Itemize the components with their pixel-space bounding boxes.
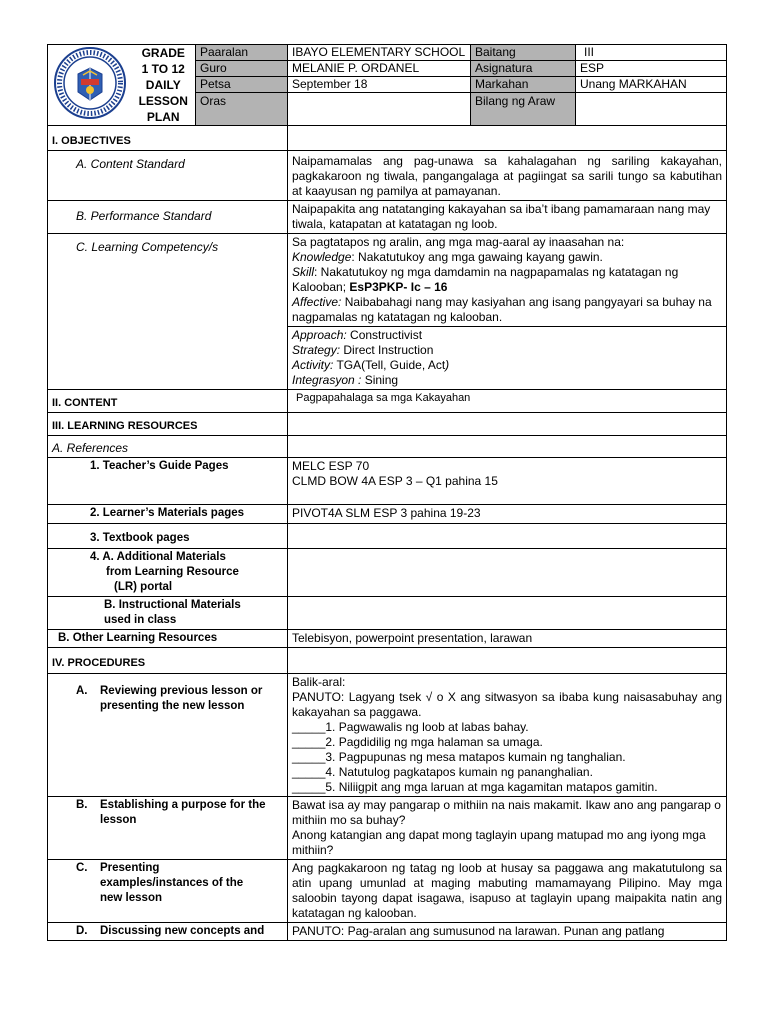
references-blank — [288, 436, 727, 458]
procedure-a-text — [288, 674, 727, 797]
procedure-a-title: Balik-aral: — [292, 675, 346, 689]
markahan-value: Unang MARKAHAN — [576, 77, 727, 93]
competency-intro: Sa pagtatapos ng aralin, ang mga mag-aaral ay inaasahan na: — [292, 235, 625, 249]
procedure-b-text — [288, 797, 727, 860]
resources-heading: III. LEARNING RESOURCES — [48, 413, 288, 436]
bilang-value — [576, 93, 727, 126]
other-resources-row — [48, 630, 727, 648]
references-label: A. References — [48, 436, 288, 458]
procedures-heading-row — [48, 648, 727, 674]
learner-label: 2. Learner’s Materials pages — [48, 505, 288, 524]
affective-label: Affective: — [292, 295, 342, 309]
skill-label: Skill — [292, 265, 315, 279]
learner-row — [48, 505, 727, 524]
integrasyon-line — [292, 373, 722, 388]
procedure-d-label-text: Discussing new concepts and — [100, 925, 265, 937]
textbook-blank — [288, 524, 727, 549]
teacher-guide-text — [288, 458, 727, 505]
procedure-b-letter: B. — [76, 799, 88, 811]
content-row — [48, 390, 727, 413]
skill-code: EsP3PKP- Ic – 16 — [349, 280, 448, 294]
procedure-a-label-line: presenting the new lesson — [100, 700, 245, 712]
procedure-c-label-text — [100, 861, 243, 906]
asignatura-value: ESP — [576, 61, 727, 77]
procedure-a-row — [48, 674, 727, 797]
bilang-label: Bilang ng Araw — [471, 93, 576, 126]
procedure-c-letter: C. — [76, 862, 88, 874]
procedure-d-label-inner — [76, 924, 283, 939]
procedure-c-label-line: new lesson — [100, 892, 162, 904]
performance-standard-row — [48, 201, 727, 234]
instructional-line: B. Instructional Materials — [104, 599, 241, 611]
activity-close: ) — [445, 358, 450, 372]
approach-label: Approach: — [292, 328, 347, 342]
performance-standard-text: Naipapakita ang natatanging kakayahan sa iba’t ibang pamamaraan nang may tiwala, katapatan at katatagan ng loob. — [288, 201, 727, 234]
petsa-label: Petsa — [196, 77, 288, 93]
grade-line: LESSON — [138, 94, 188, 108]
approach-block — [288, 327, 727, 390]
integrasyon-text: Sining — [361, 373, 399, 387]
procedure-d-text: PANUTO: Pag-aralan ang sumusunod na larawan. Punan ang patlang — [288, 923, 727, 941]
objectives-heading-row — [48, 126, 727, 151]
instructional-line: used in class — [104, 614, 177, 626]
strategy-line — [292, 343, 722, 358]
additional-line: (LR) portal — [114, 581, 173, 593]
teacher-guide-line: CLMD BOW 4A ESP 3 – Q1 pahina 15 — [292, 474, 498, 488]
activity-text: TGA(Tell, Guide, Act — [333, 358, 446, 372]
procedure-b-line: Anong katangian ang dapat mong taglayin upang matupad mo ang iyong mga mithiin? — [292, 828, 706, 857]
markahan-label: Markahan — [471, 77, 576, 93]
procedures-blank — [288, 648, 727, 674]
petsa-value: September 18 — [288, 77, 471, 93]
grade-line: DAILY — [145, 78, 181, 92]
additional-row — [48, 549, 727, 597]
paaralan-label: Paaralan — [196, 45, 288, 61]
content-heading: II. CONTENT — [48, 390, 288, 413]
procedure-a-item: _____2. Pagdidilig ng mga halaman sa umaga. — [292, 735, 543, 749]
procedure-c-label-line: Presenting — [100, 862, 160, 874]
procedure-a-label-line: Reviewing previous lesson or — [100, 685, 263, 697]
lesson-plan-table — [47, 44, 727, 941]
teacher-guide-row — [48, 458, 727, 505]
references-row — [48, 436, 727, 458]
activity-label: Activity: — [292, 358, 334, 372]
paaralan-value: IBAYO ELEMENTARY SCHOOL — [288, 45, 471, 61]
oras-label: Oras — [196, 93, 288, 126]
activity-line — [292, 358, 722, 373]
additional-line: 4. A. Additional Materials — [90, 551, 226, 563]
procedure-d-letter: D. — [76, 925, 88, 937]
affective-text: Naibabahagi nang may kasiyahan ang isang pangyayari sa buhay na nagpamalas ng katatagan ng kalooban. — [292, 295, 712, 324]
competency-text — [288, 234, 727, 327]
procedure-b-label-inner — [76, 798, 283, 828]
other-resources-text: Telebisyon, powerpoint presentation, larawan — [288, 630, 727, 648]
additional-label — [48, 549, 288, 597]
grade-title — [132, 45, 196, 126]
competency-label: C. Learning Competency/s — [48, 234, 288, 390]
procedure-c-label — [48, 860, 288, 923]
objectives-heading: I. OBJECTIVES — [48, 126, 288, 151]
procedure-a-item: _____4. Natutulog pagkatapos kumain ng pananghalian. — [292, 765, 593, 779]
skill-text: : Nakatutukoy ng mga damdamin na nagpapamalas ng katatagan ng Kalooban; — [292, 265, 679, 294]
procedure-a-label — [48, 674, 288, 797]
grade-line: 1 TO 12 — [141, 62, 185, 76]
approach-line — [292, 328, 722, 343]
header-row-1 — [48, 45, 727, 61]
procedure-c-label-line: examples/instances of the — [100, 877, 244, 889]
grade-line: GRADE — [141, 46, 185, 60]
content-standard-row — [48, 151, 727, 201]
guro-value: MELANIE P. ORDANEL — [288, 61, 471, 77]
oras-value — [288, 93, 471, 126]
procedure-a-item: _____1. Pagwawalis ng loob at labas bahay. — [292, 720, 529, 734]
additional-blank — [288, 549, 727, 597]
instructional-row — [48, 597, 727, 630]
logo-cell — [48, 45, 132, 126]
procedures-heading: IV. PROCEDURES — [48, 648, 288, 674]
baitang-value: III — [576, 45, 727, 61]
other-resources-label: B. Other Learning Resources — [48, 630, 288, 648]
guro-label: Guro — [196, 61, 288, 77]
procedure-b-label-line: lesson — [100, 814, 137, 826]
procedure-c-label-inner — [76, 861, 283, 906]
content-standard-label: A. Content Standard — [48, 151, 288, 201]
asignatura-label: Asignatura — [471, 61, 576, 77]
affective-line — [292, 295, 722, 325]
procedure-b-label-line: Establishing a purpose for the — [100, 799, 266, 811]
approach-text: Constructivist — [346, 328, 423, 342]
procedure-a-label-inner — [76, 684, 283, 714]
instructional-blank — [288, 597, 727, 630]
procedure-b-line: Bawat isa ay may pangarap o mithiin na nais makamit. Ikaw ano ang pangarap o mithiin mo sa buhay? — [292, 798, 721, 827]
procedure-c-row — [48, 860, 727, 923]
resources-heading-row — [48, 413, 727, 436]
performance-standard-label: B. Performance Standard — [48, 201, 288, 234]
textbook-label: 3. Textbook pages — [48, 524, 288, 549]
strategy-label: Strategy: — [292, 343, 341, 357]
deped-seal-icon — [53, 46, 127, 120]
lesson-plan-document — [47, 44, 726, 941]
procedure-a-instruction: PANUTO: Lagyang tsek √ o X ang sitwasyon sa ibaba kung naisasabuhay ang kakayahan sa paggawa. — [292, 690, 722, 719]
competency-row — [48, 234, 727, 327]
objectives-blank — [288, 126, 727, 151]
procedure-a-item: _____3. Pagpupunas ng mesa matapos kumain ng tanghalian. — [292, 750, 626, 764]
procedure-a-item: _____5. Niliigpit ang mga laruan at mga kagamitan matapos gamitin. — [292, 780, 658, 794]
procedure-a-label-text — [100, 684, 262, 714]
additional-line: from Learning Resource — [106, 566, 239, 578]
baitang-label: Baitang — [471, 45, 576, 61]
procedure-a-items — [292, 720, 722, 795]
procedure-c-text: Ang pagkakaroon ng tatag ng loob at husay sa paggawa ang makatutulong sa atin upang umunlad at maging mabuting mamamayang Pilipino. May mga saloobin tayong dapat isagawa, isapuso at taglayin upang maipakita natin ang katatagan ng kalooban. — [288, 860, 727, 923]
procedure-b-label-text — [100, 798, 266, 828]
teacher-guide-label: 1. Teacher’s Guide Pages — [48, 458, 288, 505]
integrasyon-label: Integrasyon : — [292, 373, 362, 387]
knowledge-label: Knowledge — [292, 250, 352, 264]
skill-line — [292, 265, 722, 295]
procedure-d-row — [48, 923, 727, 941]
procedure-d-label — [48, 923, 288, 941]
content-text: Pagpapahalaga sa mga Kakayahan — [288, 390, 727, 413]
teacher-guide-line: MELC ESP 70 — [292, 459, 370, 473]
grade-line: PLAN — [146, 110, 180, 124]
knowledge-text: : Nakatutukoy ang mga gawaing kayang gawin. — [351, 250, 603, 264]
procedure-b-label — [48, 797, 288, 860]
knowledge-line — [292, 250, 722, 265]
content-standard-text: Naipamamalas ang pag-unawa sa kahalagahan ng sariling kakayahan, pagkakaroon ng tiwala, pangangalaga at pagiingat sa sarili tungo sa kabutihan at kaayusan ng pamilya at pamayanan. — [288, 151, 727, 201]
resources-blank — [288, 413, 727, 436]
instructional-label — [48, 597, 288, 630]
strategy-text: Direct Instruction — [340, 343, 434, 357]
learner-text: PIVOT4A SLM ESP 3 pahina 19-23 — [288, 505, 727, 524]
procedure-a-letter: A. — [76, 685, 88, 697]
textbook-row — [48, 524, 727, 549]
procedure-b-row — [48, 797, 727, 860]
